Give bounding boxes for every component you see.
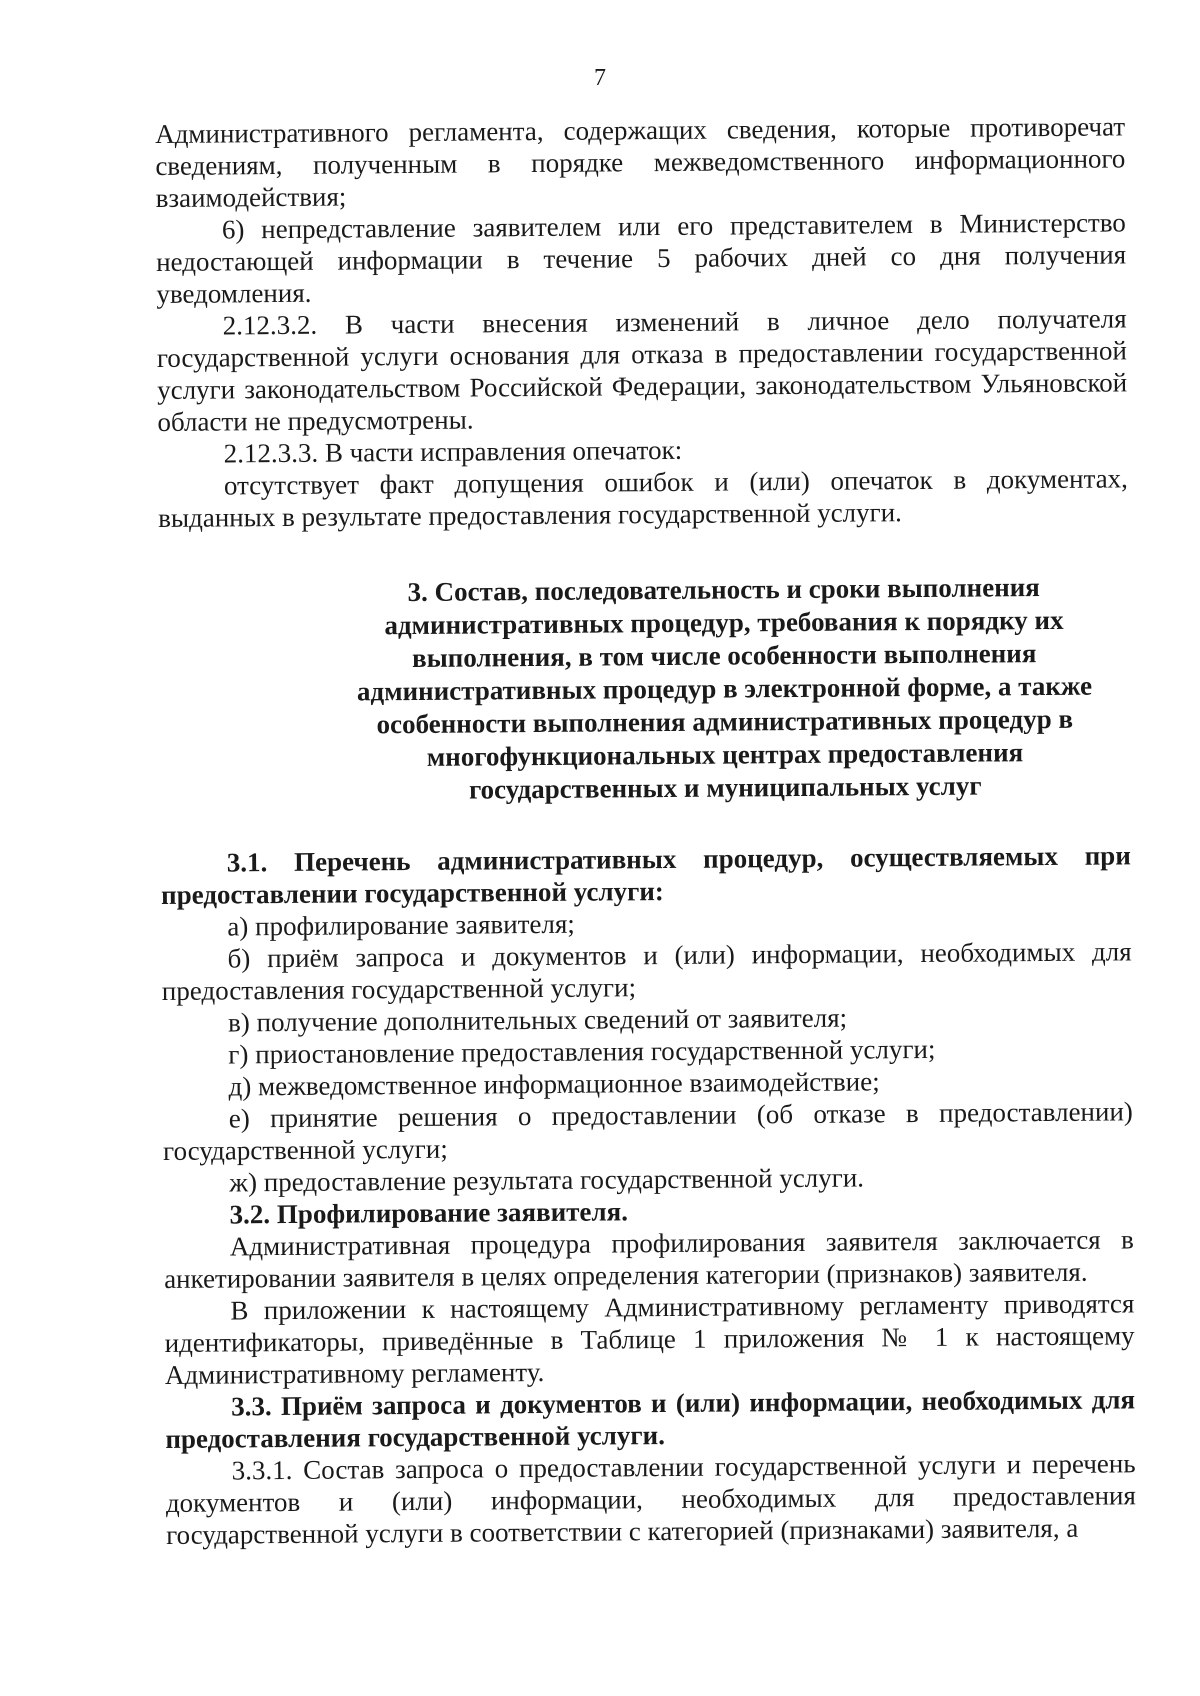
page-number: 7 <box>594 65 606 91</box>
list-item: е) принятие решения о предоставлении (об отказе в предоставлении) государственной услуги; <box>162 1096 1133 1166</box>
list-item: д) межведомственное информационное взаимодействие; <box>228 1066 880 1102</box>
list-item: в) получение дополнительных сведений от заявителя; <box>227 1002 848 1038</box>
section-3-title: 3. Состав, последовательность и сроки выполнения административных процедур, требования к порядку их выполнения, в том числе особенности выполнения административных процедур в электронной форме, а также особенности выполнения административных процедур в многофункциональных центрах предоставления государственных и муниципальных услуг <box>356 572 1093 805</box>
list-item: а) профилирование заявителя; <box>227 908 575 942</box>
paragraph-2-12-3-2: 2.12.3.2. В части внесения изменений в личное дело получателя государственной услуги основания для отказа в предоставлении государственной услуги законодательством Российской Федерации, законодательством Ульяновской области не предусмотрены. <box>156 303 1128 437</box>
section-3-2-heading: 3.2. Профилирование заявителя. <box>229 1196 629 1230</box>
paragraph-3-3-1: 3.3.1. Состав запроса о предоставлении государственной услуги и перечень документов и (или) информации, необходимых для предоставления государственной услуги в соответствии с категорией (признаками) заявителя, а <box>165 1448 1136 1550</box>
paragraph: Административная процедура профилирования заявителя заключается в анкетировании заявителя в целях определения категории (признаков) заявителя. <box>164 1224 1134 1294</box>
paragraph-continuation: Административного регламента, содержащих сведения, которые противоречат сведениям, полученным в порядке межведомственного информационного взаимодействия; <box>155 111 1126 213</box>
list-item: г) приостановление предоставления государственной услуги; <box>228 1033 936 1070</box>
section-3-3-heading: 3.3. Приём запроса и документов и (или) информации, необходимых для предоставления государственной услуги. <box>165 1384 1136 1454</box>
document-body <box>155 110 1136 1551</box>
paragraph-2-12-3-3: 2.12.3.3. В части исправления опечаток: <box>223 434 683 469</box>
paragraph: В приложении к настоящему Административному регламенту приводятся идентификаторы, приведённые в Таблице 1 приложения № 1 к настоящему Административному регламенту. <box>164 1288 1135 1390</box>
paragraph-misprints: отсутствует факт допущения ошибок и (или) опечаток в документах, выданных в результате предоставления государственной услуги. <box>158 463 1128 533</box>
list-item: б) приём запроса и документов и (или) информации, необходимых для предоставления государственной услуги; <box>161 936 1132 1006</box>
list-item: ж) предоставление результата государственной услуги. <box>229 1162 865 1198</box>
paragraph-item-6: 6) непредставление заявителем или его представителем в Министерство недостающей информации в течение 5 рабочих дней со дня получения уведомления. <box>156 207 1127 309</box>
section-3-1-heading: 3.1. Перечень административных процедур, осуществляемых при предоставлении государственной услуги: <box>160 840 1131 910</box>
